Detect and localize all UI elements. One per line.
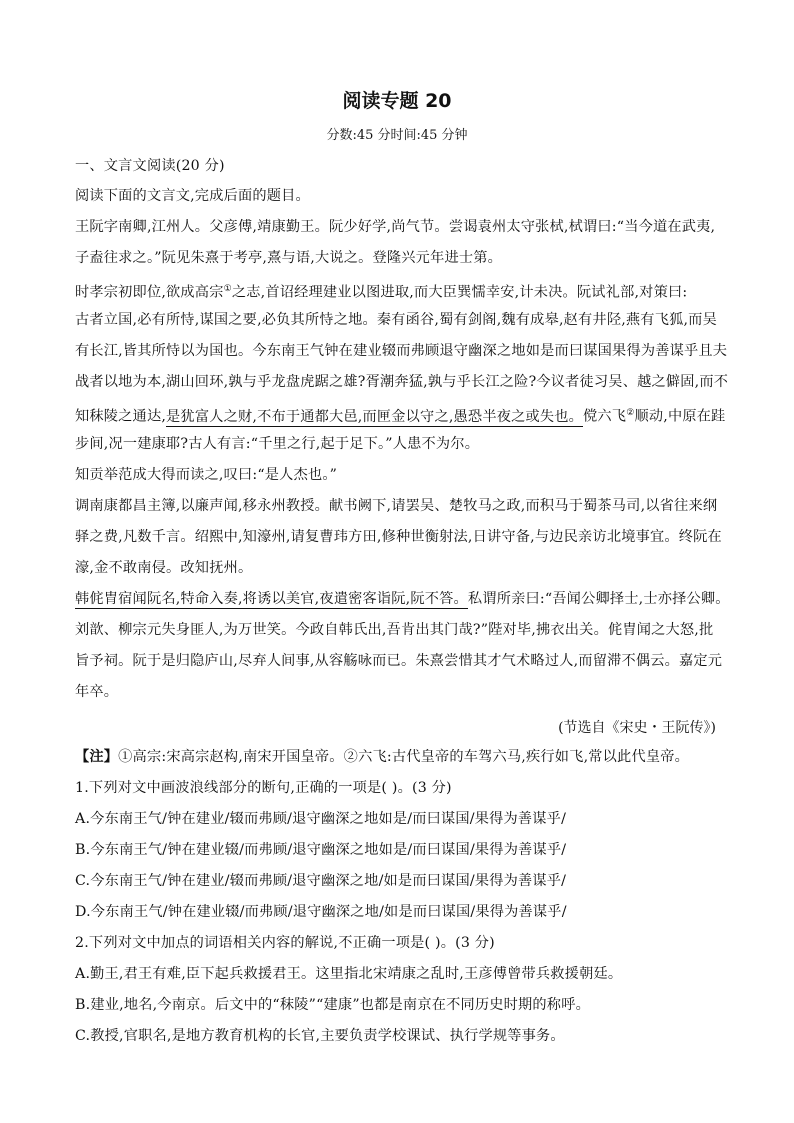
- passage-line: 驿之费,凡数千言。绍熙中,知濠州,请复曹玮方田,修种世衡射法,日讲守备,与边民亲访北境事宜。终阮在: [75, 529, 722, 545]
- section-instruction: 阅读下面的文言文,完成后面的题目。: [75, 188, 310, 204]
- passage-line: 知贡举范成大得而读之,叹曰:“是人杰也。”: [75, 467, 338, 483]
- question-1-option-b[interactable]: B.今东南王气/钟在建业辍/而弗顾/退守幽深之地如是/而曰谋国/果得为善谋乎/: [75, 842, 567, 858]
- passage-text: 之志,首诏经理建业以图进取,而大臣巽懦幸安,计未决。阮试礼部,对策曰:: [231, 284, 688, 301]
- passage-line: 调南康都昌主簿,以廉声闻,移永州教授。献书阙下,请罢吴、楚牧马之政,而积马于蜀茶马司,以省往来纲: [75, 498, 718, 514]
- footnote-text: ①高宗:宋高宗赵构,南宋开国皇帝。②六飞:古代皇帝的车驾六马,疾行如飞,常以此代皇帝。: [118, 749, 689, 765]
- passage-line: [75, 280, 687, 302]
- passage-line: 有长江,皆其所恃以为国也。今东南王气钟在建业辍而弗顾退守幽深之地如是而曰谋国果得为善谋乎且夫: [75, 343, 728, 359]
- passage-text: 傥六飞: [583, 408, 627, 425]
- passage-line: [75, 404, 726, 426]
- footnote: [75, 748, 689, 766]
- passage-line: 濠,金不敢南侵。改知抚州。: [75, 560, 253, 576]
- question-2-option-b[interactable]: B.建业,地名,今南京。后文中的“秣陵”“建康”也都是南京在不同历史时期的称呼。: [75, 997, 590, 1013]
- passage-line: 王阮字南卿,江州人。父彦傅,靖康勤王。阮少好学,尚气节。尝谒袁州太守张栻,栻谓曰:“当今道在武夷,: [75, 219, 716, 235]
- passage-line: 刘歆、柳宗元失身匪人,为万世笑。今政自韩氏出,吾肯出其门哉?”陛对毕,拂衣出关。侂胄闻之大怒,批: [75, 622, 714, 638]
- underlined-sentence: 韩侂胄宿闻阮名,特命入奏,将诱以美官,夜遣密客诣阮,阮不答。: [75, 591, 468, 607]
- page-subtitle: 分数:45 分时间:45 分钟: [326, 128, 468, 143]
- passage-text: 顺动,中原在跬: [634, 408, 726, 425]
- passage-line: 年卒。: [75, 684, 119, 700]
- question-2-option-a[interactable]: A.勤王,君王有难,臣下起兵救援君王。这里指北宋靖康之乱时,王彦傅曾带兵救援朝廷。: [75, 966, 623, 982]
- passage-line: 旨予祠。阮于是归隐庐山,尽弃人间事,从容觞咏而已。朱熹尝惜其才气术略过人,而留滞不偶云。嘉定元: [75, 653, 723, 669]
- question-1-option-c[interactable]: C.今东南王气/钟在建业/辍而弗顾/退守幽深之地/如是而曰谋国/果得为善谋乎/: [75, 873, 567, 889]
- question-2-option-c[interactable]: C.教授,官职名,是地方教育机构的长官,主要负责学校课试、执行学规等事务。: [75, 1028, 565, 1044]
- underlined-sentence: 是犹富人之财,不布于通都大邑,而匣金以守之,愚恐半夜之或失也。: [166, 408, 584, 425]
- footnote-marker: ②: [626, 408, 635, 418]
- page-title: 阅读专题 20: [342, 90, 452, 112]
- question-1-option-d[interactable]: D.今东南王气/钟在建业辍/而弗顾/退守幽深之地/如是而曰谋国/果得为善谋乎/: [75, 904, 567, 920]
- footnote-label: 【注】: [75, 749, 119, 765]
- question-1-stem: 1.下列对文中画波浪线部分的断句,正确的一项是( )。(3 分): [75, 780, 452, 796]
- passage-line: [75, 590, 730, 608]
- passage-text: 私谓所亲曰:“吾闻公卿择士,士亦择公卿。: [467, 591, 730, 607]
- passage-source: (节选自《宋史・王阮传》): [558, 720, 716, 736]
- section-heading: 一、文言文阅读(20 分): [75, 158, 225, 174]
- passage-text: 知秣陵之通达,: [75, 408, 167, 425]
- passage-line: 子盍往求之。”阮见朱熹于考亭,熹与语,大说之。登隆兴元年进士第。: [75, 250, 503, 266]
- passage-line: 古者立国,必有所恃,谋国之要,必负其所恃之地。秦有函谷,蜀有剑阁,魏有成皋,赵有井陉,燕有飞狐,而吴: [75, 312, 717, 328]
- passage-line: 步间,况一建康耶?古人有言:“千里之行,起于足下。”人患不为尔。: [75, 436, 480, 452]
- question-2-stem: 2.下列对文中加点的词语相关内容的解说,不正确一项是( )。(3 分): [75, 935, 495, 951]
- footnote-marker: ①: [223, 284, 232, 294]
- passage-text: 时孝宗初即位,欲成高宗: [75, 284, 224, 301]
- passage-line: 战者以地为本,湖山回环,孰与乎龙盘虎踞之雄?胥潮奔猛,孰与乎长江之险?今议者徒习吴、越之僻固,而不: [75, 374, 729, 390]
- question-1-option-a[interactable]: A.今东南王气/钟在建业/辍而弗顾/退守幽深之地如是/而曰谋国/果得为善谋乎/: [75, 811, 567, 827]
